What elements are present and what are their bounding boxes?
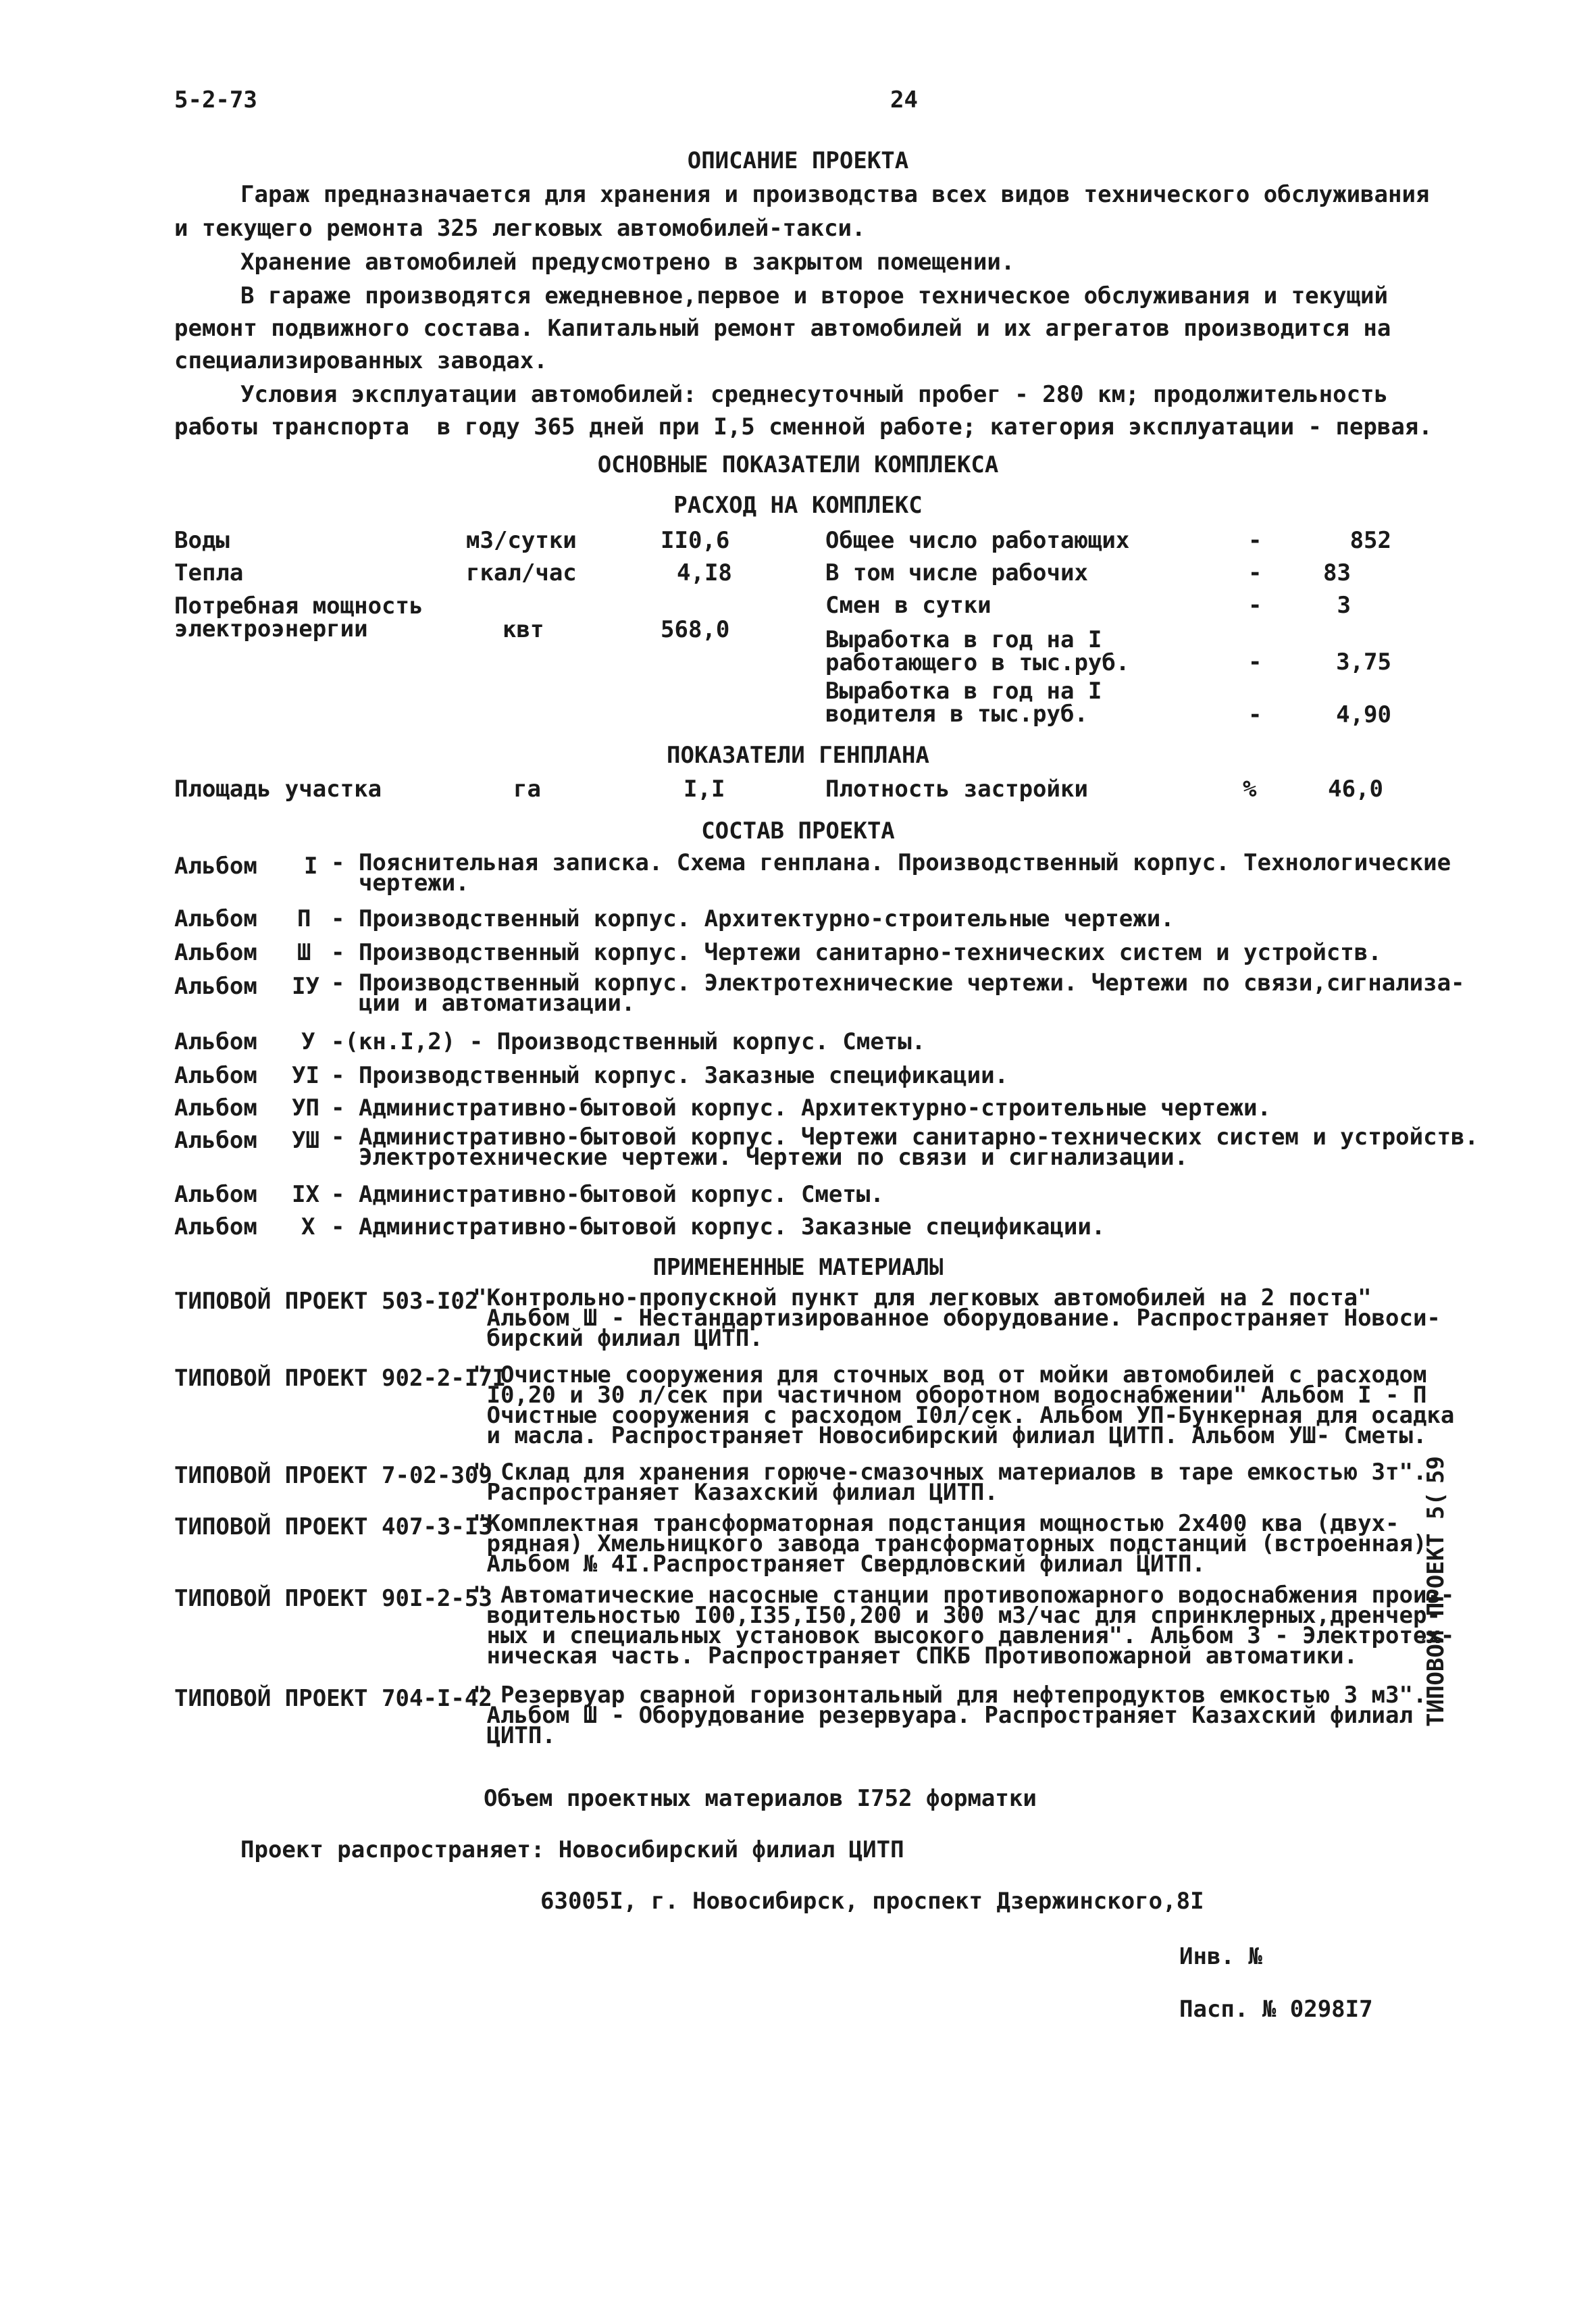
album-text: - Административно-бытовой корпус. Архитектурно-строительные чертежи.	[331, 1095, 1271, 1122]
indicator-right-dash: -	[1248, 701, 1262, 728]
indicator-right-dash: -	[1248, 592, 1262, 619]
album-label: Альбом	[174, 1127, 257, 1154]
album-text: - Пояснительная записка. Схема генплана. Производственный корпус. Технологические чертежи.	[331, 849, 1451, 897]
indicator-right-value: 4,90	[1336, 701, 1391, 728]
inventory-number: Инв. №	[1179, 1943, 1262, 1970]
description-para3-line1: В гараже производятся ежедневное,первое и второе техническое обслуживания и текущий	[240, 282, 1388, 309]
album-text: - Производственный корпус. Заказные спецификации.	[331, 1062, 1009, 1089]
material-ref: ТИПОВОЙ ПРОЕКТ 407-3-I3	[174, 1513, 492, 1540]
indicator-left-name: Тепла	[174, 559, 244, 586]
description-para1-line2: и текущего ремонта 325 легковых автомобилей-такси.	[174, 215, 866, 242]
material-ref: ТИПОВОЙ ПРОЕКТ 503-I02	[174, 1288, 479, 1315]
material-ref: ТИПОВОЙ ПРОЕКТ 90I-2-53	[174, 1585, 492, 1612]
album-text: - Производственный корпус. Архитектурно-строительные чертежи.	[331, 905, 1175, 932]
album-text: -(кн.I,2) - Производственный корпус. Сметы.	[331, 1028, 926, 1055]
album-label: Альбом	[174, 973, 257, 1000]
album-number: УП	[292, 1095, 319, 1122]
margin-stamp: ТИПОВОЙ ПРОЕКТ 5(	[1422, 1492, 1449, 1727]
indicator-right-value: 3,75	[1336, 649, 1391, 676]
album-number: УI	[292, 1062, 319, 1089]
album-label: Альбом	[174, 1028, 257, 1055]
material-ref: ТИПОВОЙ ПРОЕКТ 7-02-309	[174, 1462, 492, 1489]
album-label: Альбом	[174, 853, 257, 880]
indicator-right-dash: -	[1248, 649, 1262, 676]
material-text: " Склад для хранения горюче-смазочных материалов в таре емкостью 3т". Распространяет Казахский филиал ЦИТП.	[473, 1459, 1427, 1506]
album-number: IX	[292, 1181, 319, 1208]
material-text: " Автоматические насосные станции противопожарного водоснабжения произ- водительностью I00,I35,I50,200 и 300 м3/час для спринклерных,дренчер- ных и специальных установок высокого давления". Альбом 3 - Электротех- ническая часть. Распространяет СПКБ Противопожарной автоматики.	[473, 1582, 1455, 1669]
genplan-area-name: Площадь участка	[174, 776, 382, 803]
description-para4-line1: Условия эксплуатации автомобилей: среднесуточный пробег - 280 км; продолжительность	[240, 381, 1388, 408]
album-text: - Административно-бытовой корпус. Сметы.	[331, 1181, 884, 1208]
material-text: " Резервуар сварной горизонтальный для нефтепродуктов емкостью 3 м3". Альбом Ш - Оборудование резервуара. Распространяет Казахский филиал ЦИТП.	[473, 1682, 1427, 1749]
composition-title: СОСТАВ ПРОЕКТА	[701, 818, 895, 845]
indicator-left-value: 4,I8	[677, 559, 732, 586]
material-text: " Очистные сооружения для сточных вод от мойки автомобилей с расходом I0,20 и 30 л/сек при частичном оборотном водоснабжении" Альбом I - П Очистные сооружения с расходом I0л/сек. Альбом УП-Бункерная для осадка и масла. Распространяет Новосибирский филиал ЦИТП. Альбом УШ- Сметы.	[473, 1361, 1455, 1449]
indicator-left-name: Потребная мощность электроэнергии	[174, 593, 423, 643]
genplan-density-value: 46,0	[1328, 776, 1383, 803]
indicator-right-name: Смен в сутки	[825, 592, 992, 619]
album-text: - Административно-бытовой корпус. Заказные спецификации.	[331, 1213, 1106, 1240]
passport-number: Пасп. № 0298I7	[1179, 1996, 1373, 2023]
materials-title: ПРИМЕНЕННЫЕ МАТЕРИАЛЫ	[652, 1254, 944, 1281]
album-label: Альбом	[174, 1181, 257, 1208]
album-number: IУ	[292, 973, 319, 1000]
genplan-title: ПОКАЗАТЕЛИ ГЕНПЛАНА	[667, 742, 929, 769]
indicator-left-value: 568,0	[661, 616, 730, 643]
genplan-area-value: I,I	[684, 776, 725, 803]
margin-page-number: 59	[1422, 1456, 1449, 1484]
description-para2: Хранение автомобилей предусмотрено в закрытом помещении.	[240, 249, 1015, 276]
indicator-left-value: II0,6	[661, 527, 730, 554]
consumption-title: РАСХОД НА КОМПЛЕКС	[673, 492, 923, 519]
album-text: - Административно-бытовой корпус. Чертежи санитарно-технических систем и устройств. Электротехнические чертежи. Чертежи по связи и сигнализации.	[331, 1124, 1478, 1171]
album-text: - Производственный корпус. Электротехнические чертежи. Чертежи по связи,сигнализа- ции и автоматизации.	[331, 970, 1465, 1017]
project-distributor: Проект распространяет: Новосибирский филиал ЦИТП	[240, 1836, 904, 1863]
album-number: У	[301, 1028, 315, 1055]
page-number: 24	[890, 86, 918, 114]
document-code: 5-2-73	[174, 86, 257, 114]
material-text: "Контрольно-пропускной пункт для легковых автомобилей на 2 поста" Альбом Ш - Нестандартизированное оборудование. Распространяет Новоси- бирский филиал ЦИТП.	[473, 1284, 1441, 1352]
description-title: ОПИСАНИЕ ПРОЕКТА	[687, 147, 909, 174]
album-label: Альбом	[174, 1213, 257, 1240]
indicator-left-unit: м3/сутки	[466, 527, 577, 554]
album-label: Альбом	[174, 939, 257, 966]
indicator-right-dash: -	[1248, 559, 1262, 586]
indicator-left-name: Воды	[174, 527, 230, 554]
materials-volume: Объем проектных материалов I752 форматки	[484, 1785, 1037, 1812]
description-para4-line2: работы транспорта в году 365 дней при I,5 сменной работе; категория эксплуатации - первая.	[174, 413, 1433, 441]
indicator-right-value: 852	[1349, 527, 1391, 554]
indicator-left-unit: квт	[503, 616, 544, 643]
material-ref: ТИПОВОЙ ПРОЕКТ 902-2-I7I	[174, 1365, 507, 1392]
indicators-title: ОСНОВНЫЕ ПОКАЗАТЕЛИ КОМПЛЕКСА	[597, 451, 999, 478]
indicator-right-name: Выработка в год на I работающего в тыс.руб.	[825, 626, 1130, 676]
genplan-area-unit: га	[513, 776, 541, 803]
indicator-right-value: 3	[1337, 592, 1351, 619]
distributor-address: 63005I, г. Новосибирск, проспект Дзержинского,8I	[540, 1888, 1204, 1915]
genplan-density-name: Плотность застройки	[825, 776, 1088, 803]
genplan-density-unit: %	[1243, 776, 1257, 803]
indicator-right-name: Общее число работающих	[825, 527, 1130, 554]
description-para1-line1: Гараж предназначается для хранения и производства всех видов технического обслуживания	[240, 181, 1430, 208]
material-text: "Комплектная трансформаторная подстанция мощностью 2х400 ква (двух- рядная) Хмельницкого завода трансформаторных подстанций (встроенная) Альбом № 4I.Распространяет Свердловский филиал ЦИТП.	[473, 1510, 1427, 1578]
material-ref: ТИПОВОЙ ПРОЕКТ 704-I-42	[174, 1685, 492, 1712]
indicator-right-dash: -	[1248, 527, 1262, 554]
album-text: - Производственный корпус. Чертежи санитарно-технических систем и устройств.	[331, 939, 1382, 966]
album-label: Альбом	[174, 1062, 257, 1089]
indicator-right-name: В том числе рабочих	[825, 559, 1088, 586]
album-number: П	[297, 905, 311, 932]
album-label: Альбом	[174, 1095, 257, 1122]
indicator-right-value: 83	[1323, 559, 1351, 586]
description-para3-line3: специализированных заводах.	[174, 347, 548, 374]
description-para3-line2: ремонт подвижного состава. Капитальный ремонт автомобилей и их агрегатов производится на	[174, 315, 1391, 342]
album-number: X	[301, 1213, 315, 1240]
album-number: I	[304, 853, 318, 880]
album-label: Альбом	[174, 905, 257, 932]
indicator-right-name: Выработка в год на I водителя в тыс.руб.	[825, 678, 1102, 728]
album-number: УШ	[292, 1127, 319, 1154]
indicator-left-unit: гкал/час	[466, 559, 577, 586]
album-number: Ш	[297, 939, 311, 966]
